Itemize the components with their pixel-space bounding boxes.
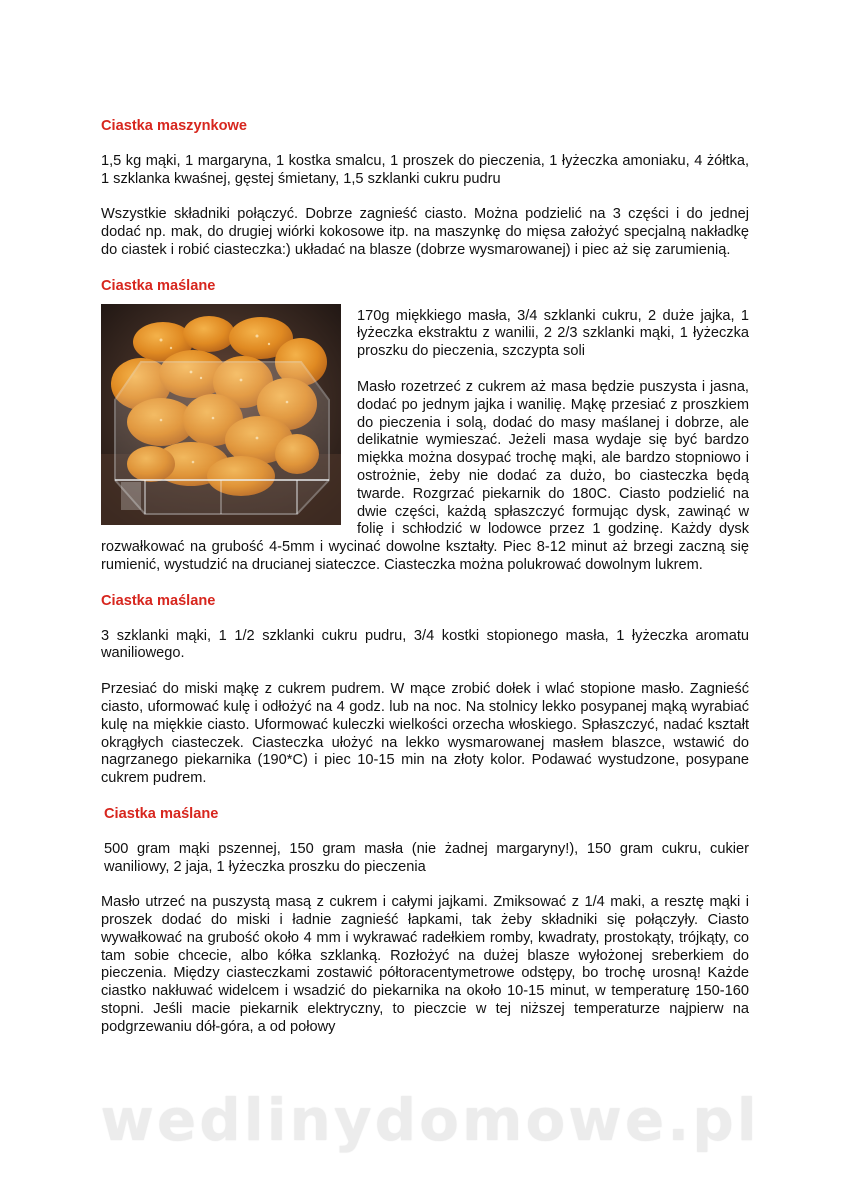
recipe-method: Wszystkie składniki połączyć. Dobrze zagnieść ciasto. Można podzielić na 3 części i do jednej dodać np. mak, do drugiej wiórki kokosowe itp. na maszynkę do mięsa założyć specjalną nakładkę do ciastek i robić ciasteczka:) układać na blasze (dobrze wysmarowanej) i piec aż się zarumienią. [101, 206, 749, 258]
recipe-method: Masło rozetrzeć z cukrem aż masa będzie puszysta i jasna, dodać po jednym jajka i wanilię. Mąkę przesiać z proszkiem do pieczenia i solą, dodać do masy maślanej i dobrze, ale delikatnie wymieszać. Jeżeli masa wydaje się być bardzo miękka można dosypać trochę mąki, ale bardzo stopniowo i ostrożnie, żeby nie dodać za dużo, bo ciasteczka będą twarde. Rozgrzać piekarnik do 180C. Ciasto podzielić na dwie części, każdą spłaszczyć formując dysk, zawinąć w folię i schłodzić w lodowce przez 1 godzinę. Każdy dysk rozwałkować na grubość 4-5mm i wycinać dowolne kształty. Piec 8-12 minut aż brzegi zaczną się rumienić, wystudzić na drucianej siateczce. Ciasteczka można polukrować dowolnym lukrem. [101, 378, 749, 573]
recipe-method: Masło utrzeć na puszystą masą z cukrem i całymi jajkami. Zmiksować z 1/4 maki, a resztę mąki i proszek dodać do miski i ładnie zagnieść łapkami, tak żeby składniki się połączyły. Ciasto wywałkować na grubość około 4 mm i wykrawać radełkiem romby, kwadraty, prostokąty, trójkąty, co tam sobie chcecie, albo kółka szklanką. Rozłożyć na dużej blasze wyłożonej sreberkiem do pieczenia. Między ciasteczkami zostawić półtoracentymetrowe odstępy, bo trochę urosną! Każde ciastko nakłuwać widelcem i wsadzić do piekarnika na około 10-15 minut, w temperaturę 150-160 stopni. Jeśli macie piekarnik elektryczny, to pieczcie w tej niższej temperaturze najpierw na podgrzewaniu dół-góra, a od połowy [101, 894, 749, 1035]
recipe-document [101, 118, 749, 1037]
site-watermark: wedlinydomowe.pl [100, 1086, 760, 1154]
recipe-title: Ciastka maślane [104, 805, 219, 822]
cookies-in-glass-bowl-image [101, 304, 341, 525]
recipe-ingredients: 500 gram mąki pszennej, 150 gram masła (nie żadnej margaryny!), 150 gram cukru, cukier waniliowy, 2 jaja, 1 łyżeczka proszku do pieczenia [104, 840, 749, 875]
recipe-ingredients: 1,5 kg mąki, 1 margaryna, 1 kostka smalcu, 1 proszek do pieczenia, 1 łyżeczka amoniaku, 4 żółtka, 1 szklanka kwaśnej, gęstej śmietany, 1,5 szklanki cukru pudru [101, 152, 749, 187]
cookies-photo [101, 304, 341, 525]
recipe-ingredients: 3 szklanki mąki, 1 1/2 szklanki cukru pudru, 3/4 kostki stopionego masła, 1 łyżeczka aromatu waniliowego. [101, 627, 749, 662]
recipe-title: Ciastka maszynkowe [101, 118, 248, 134]
recipe-method: Przesiać do miski mąkę z cukrem pudrem. W mące zrobić dołek i wlać stopione masło. Zagnieść ciasto, uformować kulę i odłożyć na 4 godz. lub na noc. Na stolnicy lekko posypanej mąką wyrabiać kulę na miękkie ciasto. Uformować kuleczki wielkości orzecha włoskiego. Spłaszczyć, nadać kształt okrągłych ciasteczek. Ciasteczka ułożyć na lekko wysmarowanej masłem blaszce, wstawić do nagrzanego piekarnika (190*C) i piec 10-15 min na złoty kolor. Podawać wystudzone, posypane cukrem pudrem. [101, 681, 749, 787]
recipe-ingredients: 170g miękkiego masła, 3/4 szklanki cukru, 2 duże jajka, 1 łyżeczka ekstraktu z wanilii, 2 2/3 szklanki mąki, 1 łyżeczka proszku do pieczenia, szczypta soli [357, 307, 749, 360]
recipe-title: Ciastka maślane [101, 592, 216, 609]
recipe-title: Ciastka maślane [101, 277, 216, 294]
